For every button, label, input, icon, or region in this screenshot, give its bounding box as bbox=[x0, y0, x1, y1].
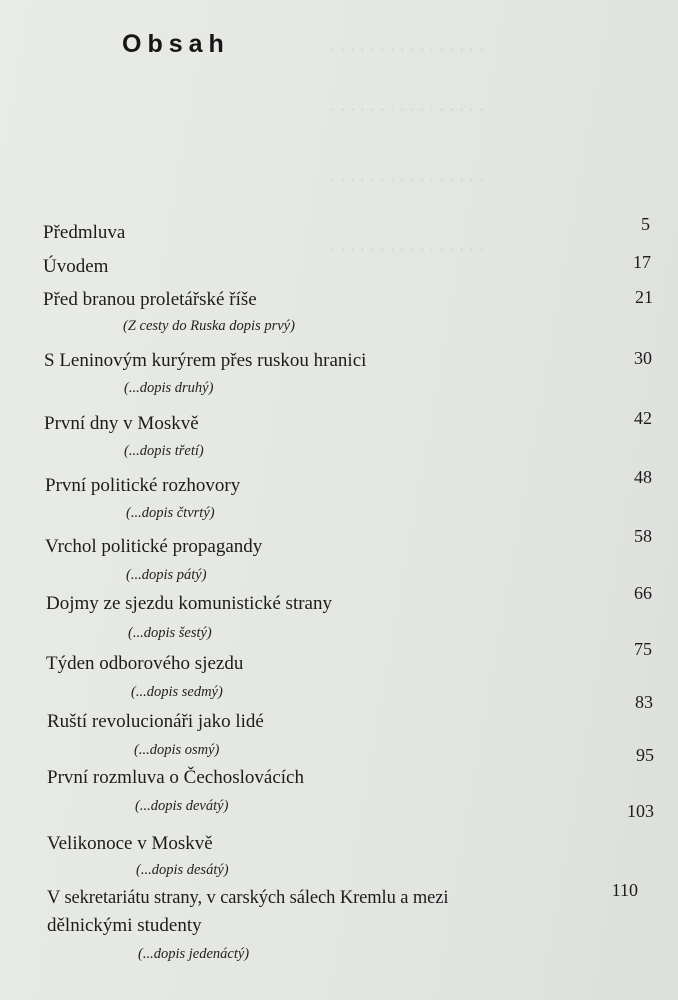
toc-entry-subtitle: (Z cesty do Ruska dopis prvý) bbox=[123, 318, 295, 334]
toc-entry-page: 58 bbox=[634, 526, 652, 546]
toc-entry-subtitle: (...dopis pátý) bbox=[126, 567, 207, 583]
toc-entry-title: Velikonoce v Moskvě bbox=[47, 833, 213, 854]
toc-entry-title: S Leninovým kurýrem přes ruskou hranici bbox=[44, 350, 367, 371]
toc-entry-page: 103 bbox=[627, 801, 654, 821]
toc-entry-page: 42 bbox=[634, 408, 652, 428]
bleed-through-text: · · · · · · · · · · · · · · · · bbox=[330, 100, 485, 119]
toc-entry-title: První rozmluva o Čechoslovácích bbox=[47, 767, 304, 788]
toc-entry-title: Vrchol politické propagandy bbox=[45, 536, 263, 557]
toc-entry-title: Týden odborového sjezdu bbox=[46, 653, 244, 674]
toc-entry-title: První politické rozhovory bbox=[45, 475, 241, 496]
toc-entry-page: 30 bbox=[634, 348, 652, 368]
toc-entry-title: Ruští revolucionáři jako lidé bbox=[47, 711, 264, 732]
toc-entry-title: Dojmy ze sjezdu komunistické strany bbox=[46, 593, 332, 614]
bleed-through-text: · · · · · · · · · · · · · · · · bbox=[330, 240, 485, 259]
toc-entry-title: První dny v Moskvě bbox=[44, 413, 199, 434]
toc-entry-page: 17 bbox=[633, 252, 651, 272]
toc-entry-subtitle: (...dopis osmý) bbox=[134, 742, 220, 758]
toc-entry-subtitle: (...dopis sedmý) bbox=[131, 684, 223, 700]
bleed-through-text: · · · · · · · · · · · · · · · · bbox=[330, 170, 485, 189]
toc-entry-page: 83 bbox=[635, 692, 653, 712]
toc-entry-subtitle: (...dopis desátý) bbox=[136, 862, 229, 878]
toc-entry-title: Úvodem bbox=[43, 256, 109, 277]
bleed-through-text: · · · · · · · · · · · · · · · · bbox=[330, 40, 485, 59]
toc-entry-page: 5 bbox=[641, 214, 650, 234]
toc-entry-subtitle: (...dopis devátý) bbox=[135, 798, 229, 814]
contents-heading: Obsah bbox=[122, 30, 230, 58]
toc-entry-title-line2: dělnickými studenty bbox=[47, 915, 202, 936]
toc-entry-subtitle: (...dopis jedenáctý) bbox=[138, 946, 250, 962]
toc-entry-page: 110 bbox=[611, 880, 638, 900]
toc-entry-page: 21 bbox=[635, 287, 653, 307]
toc-entry-page: 66 bbox=[634, 583, 652, 603]
toc-entry-page: 48 bbox=[634, 467, 652, 487]
toc-entry-page: 75 bbox=[634, 639, 652, 659]
toc-entry-title: V sekretariátu strany, v carských sálech Kremlu a mezi bbox=[47, 888, 449, 908]
toc-entry-subtitle: (...dopis šestý) bbox=[128, 625, 212, 641]
toc-entry-subtitle: (...dopis druhý) bbox=[124, 380, 214, 396]
toc-entry-title: Před branou proletářské říše bbox=[43, 289, 257, 310]
toc-entry-page: 95 bbox=[636, 745, 654, 765]
toc-entry-subtitle: (...dopis čtvrtý) bbox=[126, 505, 215, 521]
toc-entry-title: Předmluva bbox=[43, 222, 126, 243]
toc-entry-subtitle: (...dopis třetí) bbox=[124, 443, 204, 459]
